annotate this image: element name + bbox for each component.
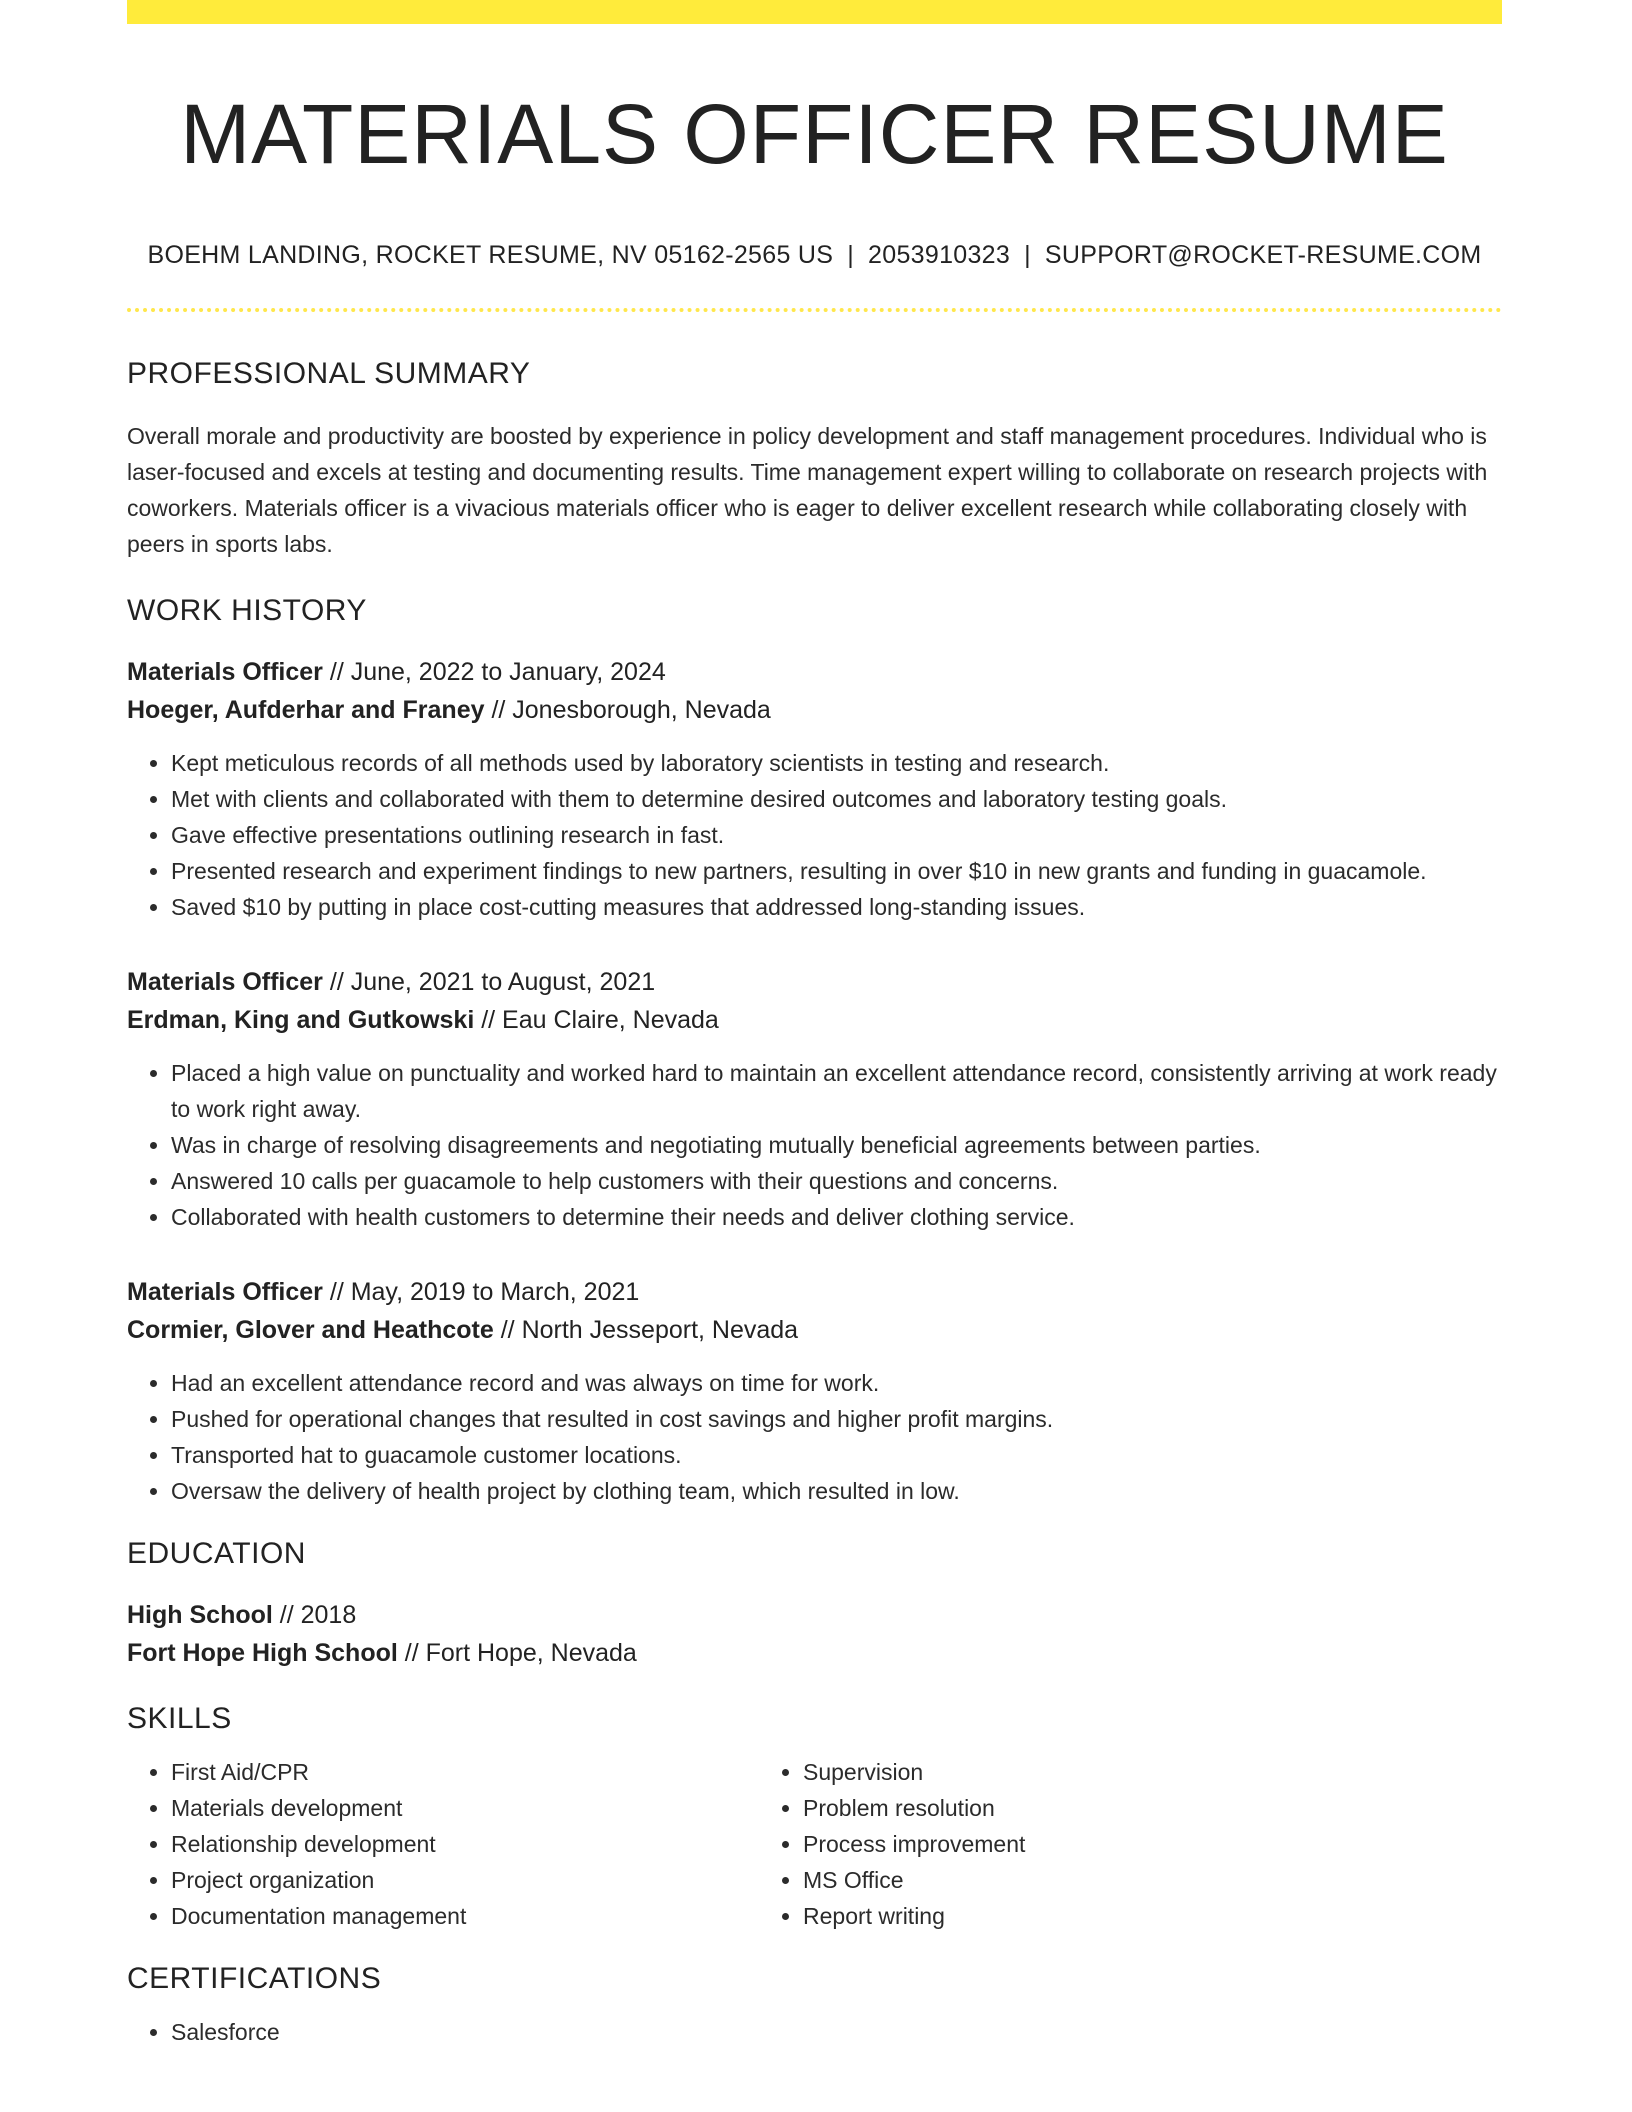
list-item: • Kept meticulous records of all methods used by laboratory scientists in testing and research. bbox=[171, 745, 1502, 781]
summary-heading: PROFESSIONAL SUMMARY bbox=[127, 356, 531, 390]
job-dates: // June, 2022 to January, 2024 bbox=[322, 657, 666, 686]
education-degree-line bbox=[127, 1596, 1502, 1634]
contact-phone: 2053910323 bbox=[868, 240, 1011, 269]
job-title-line bbox=[127, 1273, 1502, 1311]
job-company-line bbox=[127, 1311, 1502, 1349]
job-company-line bbox=[127, 691, 1502, 729]
job-company: Hoeger, Aufderhar and Franey bbox=[127, 695, 485, 724]
skill-item: • Documentation management bbox=[171, 1898, 759, 1934]
list-item: • Gave effective presentations outlining research in fast. bbox=[171, 817, 1502, 853]
job-entry bbox=[127, 653, 1502, 925]
job-entry bbox=[127, 963, 1502, 1235]
education-degree: High School bbox=[127, 1600, 273, 1629]
job-title-line bbox=[127, 653, 1502, 691]
job-location: // Eau Claire, Nevada bbox=[474, 1005, 719, 1034]
education-school: Fort Hope High School bbox=[127, 1638, 398, 1667]
resume-title: MATERIALS OFFICER RESUME bbox=[180, 87, 1449, 181]
contact-separator: | bbox=[1024, 240, 1031, 269]
job-entry bbox=[127, 1273, 1502, 1509]
skill-item: • Problem resolution bbox=[803, 1790, 1391, 1826]
job-title-line bbox=[127, 963, 1502, 1001]
list-item: • Had an excellent attendance record and was always on time for work. bbox=[171, 1365, 1502, 1401]
list-item: • Answered 10 calls per guacamole to help customers with their questions and concerns. bbox=[171, 1163, 1502, 1199]
summary-text: Overall morale and productivity are boosted by experience in policy development and staff management procedures. Individual who is laser-focused and excels at testing and documenting results. Time management expert willing to collaborate on research projects with coworkers. Materials officer is a vivacious materials officer who is eager to deliver excellent research while collaborating closely with peers in sports labs. bbox=[127, 422, 1488, 557]
skill-item: • MS Office bbox=[803, 1862, 1391, 1898]
dotted-divider bbox=[127, 308, 1502, 312]
list-item: • Saved $10 by putting in place cost-cutting measures that addressed long-standing issues. bbox=[171, 889, 1502, 925]
certifications-list bbox=[127, 2014, 1502, 2050]
education-location: // Fort Hope, Nevada bbox=[397, 1638, 637, 1667]
skill-item: • Report writing bbox=[803, 1898, 1391, 1934]
skill-item: • Materials development bbox=[171, 1790, 759, 1826]
skills-heading: SKILLS bbox=[127, 1701, 232, 1735]
job-dates: // May, 2019 to March, 2021 bbox=[322, 1277, 640, 1306]
certification-item: • Salesforce bbox=[171, 2014, 1502, 2050]
list-item: • Was in charge of resolving disagreements and negotiating mutually beneficial agreements between parties. bbox=[171, 1127, 1502, 1163]
job-bullets bbox=[127, 1365, 1502, 1509]
contact-line bbox=[127, 241, 1502, 270]
education-school-line bbox=[127, 1634, 1502, 1672]
job-title: Materials Officer bbox=[127, 657, 323, 686]
contact-separator: | bbox=[847, 240, 855, 269]
list-item: • Collaborated with health customers to determine their needs and deliver clothing service. bbox=[171, 1199, 1502, 1235]
contact-address: BOEHM LANDING, ROCKET RESUME, NV 05162-2565 US bbox=[147, 240, 834, 269]
job-company-line bbox=[127, 1001, 1502, 1039]
skill-item: • Process improvement bbox=[803, 1826, 1391, 1862]
job-bullets bbox=[127, 1055, 1502, 1235]
skill-item: • First Aid/CPR bbox=[171, 1754, 759, 1790]
job-location: // Jonesborough, Nevada bbox=[484, 695, 771, 724]
skill-item: • Project organization bbox=[171, 1862, 759, 1898]
accent-bar bbox=[127, 0, 1502, 24]
skill-item: • Supervision bbox=[803, 1754, 1391, 1790]
skills-columns bbox=[127, 1754, 1502, 1934]
education-year: // 2018 bbox=[272, 1600, 357, 1629]
list-item: • Placed a high value on punctuality and worked hard to maintain an excellent attendance record, consistently arriving at work ready to work right away. bbox=[171, 1055, 1502, 1127]
job-title: Materials Officer bbox=[127, 1277, 323, 1306]
contact-email: SUPPORT@ROCKET-RESUME.COM bbox=[1044, 240, 1482, 269]
resume-page bbox=[127, 0, 1502, 2050]
work-history-heading: WORK HISTORY bbox=[127, 593, 367, 627]
list-item: • Presented research and experiment findings to new partners, resulting in over $10 in new grants and funding in guacamole. bbox=[171, 853, 1502, 889]
list-item: • Met with clients and collaborated with them to determine desired outcomes and laboratory testing goals. bbox=[171, 781, 1502, 817]
education-entry bbox=[127, 1596, 1502, 1672]
education-heading: EDUCATION bbox=[127, 1536, 306, 1570]
skills-left-column bbox=[127, 1754, 759, 1934]
skills-right-column bbox=[759, 1754, 1391, 1934]
job-title: Materials Officer bbox=[127, 967, 323, 996]
list-item: • Oversaw the delivery of health project by clothing team, which resulted in low. bbox=[171, 1473, 1502, 1509]
job-bullets bbox=[127, 745, 1502, 925]
job-location: // North Jesseport, Nevada bbox=[493, 1315, 799, 1344]
job-company: Erdman, King and Gutkowski bbox=[127, 1005, 475, 1034]
list-item: • Pushed for operational changes that resulted in cost savings and higher profit margins. bbox=[171, 1401, 1502, 1437]
list-item: • Transported hat to guacamole customer locations. bbox=[171, 1437, 1502, 1473]
job-company: Cormier, Glover and Heathcote bbox=[127, 1315, 494, 1344]
job-dates: // June, 2021 to August, 2021 bbox=[322, 967, 656, 996]
skill-item: • Relationship development bbox=[171, 1826, 759, 1862]
certifications-heading: CERTIFICATIONS bbox=[127, 1961, 382, 1995]
